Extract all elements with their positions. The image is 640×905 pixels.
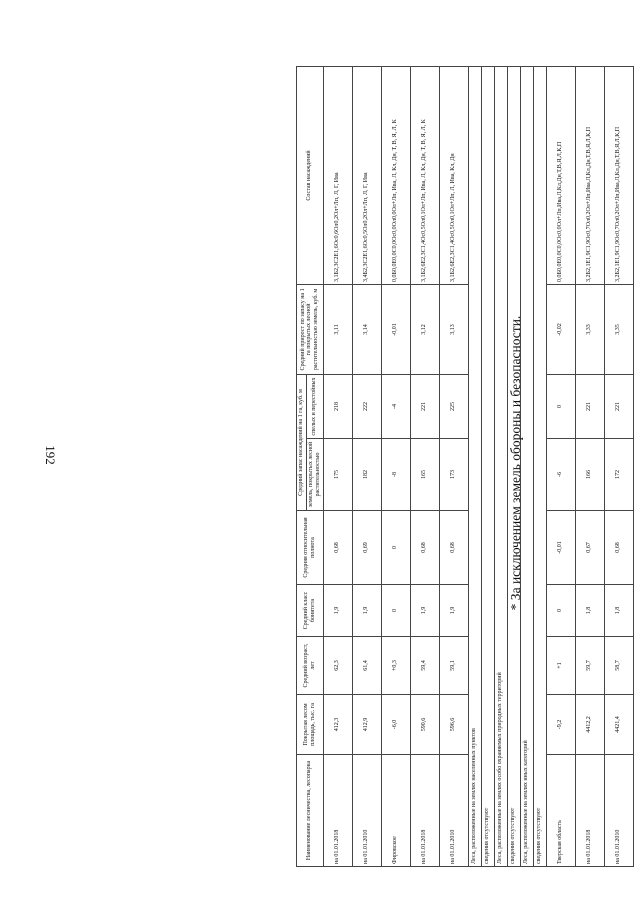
header-name: Наименование лесничества, лесопарка: [297, 755, 324, 867]
cell-stock-mature: 0: [546, 374, 575, 438]
cell-growth: -0,02: [546, 284, 575, 374]
cell-stock-land: 173: [439, 439, 468, 511]
cell-bonitet: 1,8: [604, 585, 633, 637]
cell-area: 412,3: [323, 695, 352, 755]
cell-bonitet: 1,9: [439, 585, 468, 637]
section-label: Леса, расположенные на землях населенных пунктов: [468, 66, 481, 866]
cell-stock-mature: 221: [604, 374, 633, 438]
cell-bonitet: 0: [381, 585, 410, 637]
header-bonitet: Средний класс бонитета: [297, 585, 324, 637]
section-label: сведения отсутствуют: [533, 66, 546, 866]
cell-composition: 3,1Б2,3С2Е1,6Ос0,6Ол0,2Ол+Лп, Л, Г, Ива: [323, 66, 352, 284]
cell-stock-land: 165: [410, 439, 439, 511]
cell-age: 61,4: [352, 637, 381, 695]
cell-stock-land: 172: [604, 439, 633, 511]
cell-age: 59,4: [410, 637, 439, 695]
page-number: 192: [43, 445, 58, 465]
cell-area: -6,0: [381, 695, 410, 755]
forest-table-wrapper: [296, 67, 640, 867]
forest-stand-table: [296, 66, 634, 867]
cell-stock-land: -6: [546, 439, 575, 511]
cell-area: 596,6: [439, 695, 468, 755]
table-row: [604, 66, 633, 866]
table-row: [439, 66, 468, 866]
section-label: сведения отсутствуют: [507, 66, 520, 866]
cell-density: -0,01: [546, 511, 575, 585]
cell-stock-mature: 221: [575, 374, 604, 438]
cell-bonitet: 1,9: [352, 585, 381, 637]
cell-growth: 3,14: [352, 284, 381, 374]
cell-stock-land: 175: [323, 439, 352, 511]
cell-stock-mature: 218: [323, 374, 352, 438]
section-label: Леса, расположенные на землях иных категорий: [520, 66, 533, 866]
cell-stock-land: -8: [381, 439, 410, 511]
cell-composition: 3,4Б2,3С2Е1,6Ос0,5Ол0,2Ол+Лп, Л, Г, Ива: [352, 66, 381, 284]
cell-growth: 3,35: [604, 284, 633, 374]
header-stock-land: земель, покрытых лесной растительностью: [306, 439, 323, 511]
header-stock-mature: спелых и перестойных: [306, 374, 323, 438]
section-row: [468, 66, 481, 866]
cell-area: 4421,4: [604, 695, 633, 755]
table-row: [575, 66, 604, 866]
header-age: Средний возраст, лет: [297, 637, 324, 695]
cell-name: на 01.01.2018: [410, 755, 439, 867]
cell-stock-land: 166: [575, 439, 604, 511]
section-row: [481, 66, 494, 866]
cell-name: на 01.01.2010: [604, 755, 633, 867]
cell-density: 0,68: [604, 511, 633, 585]
header-density: Средняя относительная полнота: [297, 511, 324, 585]
section-label: Леса, расположенные на землях особо охраняемых природных территорий: [494, 66, 507, 866]
cell-name: Тверская область: [546, 755, 575, 867]
cell-age: 58,7: [604, 637, 633, 695]
cell-bonitet: 0: [546, 585, 575, 637]
cell-density: 0,68: [323, 511, 352, 585]
cell-density: 0,69: [352, 511, 381, 585]
cell-density: 0,67: [575, 511, 604, 585]
cell-age: 59,1: [439, 637, 468, 695]
table-row: [410, 66, 439, 866]
cell-bonitet: 1,9: [323, 585, 352, 637]
header-row-1: [297, 66, 307, 866]
table-row: [381, 66, 410, 866]
cell-growth: 3,13: [439, 284, 468, 374]
cell-bonitet: 1,9: [410, 585, 439, 637]
cell-stock-mature: 225: [439, 374, 468, 438]
cell-density: 0,68: [410, 511, 439, 585]
table-body: [323, 66, 633, 866]
cell-area: 590,6: [410, 695, 439, 755]
cell-stock-land: 182: [352, 439, 381, 511]
section-row: [533, 66, 546, 866]
cell-name: на 01.01.2018: [323, 755, 352, 867]
cell-density: 0,68: [439, 511, 468, 585]
cell-age: 62,3: [323, 637, 352, 695]
section-label: сведения отсутствуют: [481, 66, 494, 866]
cell-stock-mature: -4: [381, 374, 410, 438]
cell-growth: -0,01: [381, 284, 410, 374]
cell-growth: 3,11: [323, 284, 352, 374]
table-row: [323, 66, 352, 866]
cell-age: +1: [546, 637, 575, 695]
header-composition: Состав насаждений: [297, 66, 324, 284]
cell-density: 0: [381, 511, 410, 585]
cell-growth: 3,33: [575, 284, 604, 374]
table-row: [352, 66, 381, 866]
cell-name: на 01.01.2018: [575, 755, 604, 867]
table-row: [546, 66, 575, 866]
cell-bonitet: 1,8: [575, 585, 604, 637]
cell-composition: 0,0Б0,0Е0,0С0,0Ос0,0Ол0,0Ол+Лп, Ива, Л, Кл, Дн, Т, В, Я, Л, К: [381, 66, 410, 284]
cell-area: -9,2: [546, 695, 575, 755]
cell-name: на 01.01.2010: [439, 755, 468, 867]
header-growth: Средний прирост по запасу на 1 га покрытых лесной растительностью земель, куб. м: [297, 284, 324, 374]
cell-name: Фировское: [381, 755, 410, 867]
cell-name: на 01.01.2010: [352, 755, 381, 867]
cell-stock-mature: 222: [352, 374, 381, 438]
header-stock-group: Средний запас насаждений на 1 га, куб. м: [297, 374, 307, 510]
cell-age: +0,3: [381, 637, 410, 695]
cell-composition: 3,1Б2,6Е2,3С1,4Ос0,5Ол0,1Ол+Лп, Л, Ива, Кл, Дн: [439, 66, 468, 284]
cell-composition: 3,2Б2,1Е1,9С1,9Ос0,7Ол0,2Ол+Лп,Ива,Л,Кл,Дн,Т,В,Я,Л,К,П: [604, 66, 633, 284]
cell-growth: 3,12: [410, 284, 439, 374]
cell-area: 4412,2: [575, 695, 604, 755]
header-area: Покрытая лесом площадь, тыс. га: [297, 695, 324, 755]
footnote: * За исключением земель обороны и безопасности.: [508, 315, 523, 611]
cell-age: 59,7: [575, 637, 604, 695]
cell-composition: 0,0Б0,0Е0,0С0,0Ос0,0Ол+Лп,Ива,Л,Кл,Дн,Т,В,Я,Л,К,П: [546, 66, 575, 284]
cell-composition: 3,2Б2,1Е1,9С1,9Ос0,7Ол0,2Ол+Лп,Ива,Л,Кл,Дн,Т,В,Я,Л,К,П: [575, 66, 604, 284]
cell-area: 412,9: [352, 695, 381, 755]
cell-stock-mature: 221: [410, 374, 439, 438]
cell-composition: 3,1Б2,6Е2,3С1,4Ос0,5Ол0,1Ол+Лп, Ива, Л, Кл, Дн, Т, В, Я, Л, К: [410, 66, 439, 284]
